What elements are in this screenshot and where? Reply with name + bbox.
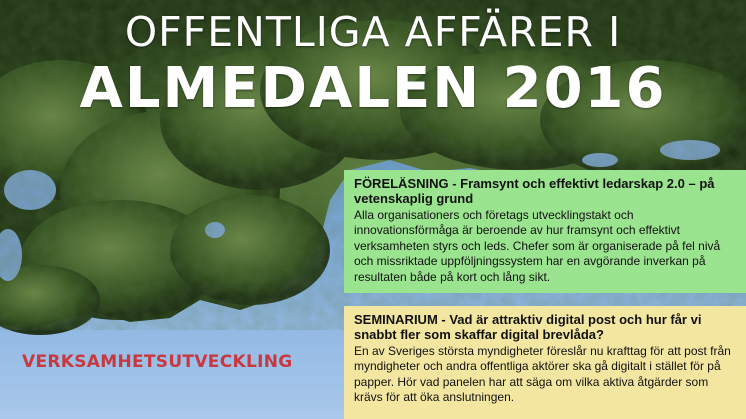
category-label: VERKSAMHETSUTVECKLING (22, 352, 293, 372)
poster-title-line2: ALMEDALEN 2016 (79, 56, 667, 121)
event-heading: SEMINARIUM - Vad är attraktiv digital post och hur får vi snabbt fler som skaffar digital brevlåda? (354, 312, 702, 342)
event-description: En av Sveriges största myndigheter föreslår nu krafttag för att post från myndigheter och andra offentliga aktörer ska gå digitalt i stället för på papper. Hör vad panelen har att säga om vilka aktiva åtgärder som krävs för att öka anslutningen. (354, 344, 731, 405)
poster-title-line1: OFFENTLIGA AFFÄRER I (124, 8, 622, 56)
event-card-lecture (344, 170, 746, 293)
event-card-seminar (344, 306, 746, 419)
event-heading: FÖRELÄSNING - Framsynt och effektivt ledarskap 2.0 – på vetenskaplig grund (354, 176, 715, 206)
event-description: Alla organisationers och företags utvecklingstakt och innovationsförmåga är beroende av hur framsynt och effektivt verksamheten styrs och leds. Chefer som är organiserade på fel nivå och missriktade uppföljningssystem har en avgörande inverkan på resultaten både på kort och lång sikt. (354, 208, 721, 284)
